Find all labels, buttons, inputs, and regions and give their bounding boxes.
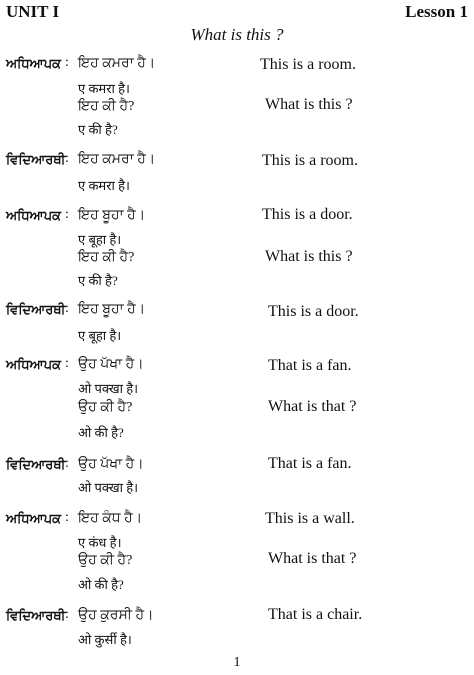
speaker-colon: : — [65, 207, 69, 222]
speaker-label: ਅਧਿਆਪਕ — [6, 511, 61, 526]
english-line: This is a door. — [262, 206, 353, 223]
speaker-label: ਵਿਦਿਆਰਥੀ — [6, 152, 66, 167]
english-line: What is this ? — [265, 248, 353, 265]
english-line: That is a fan. — [268, 357, 352, 374]
devanagari-line: ए कमरा है। — [78, 178, 130, 193]
devanagari-line: ए की है? — [78, 122, 118, 137]
gurmukhi-line: ਇਹ ਕੀ ਹੈ? — [78, 250, 135, 265]
english-line: This is a room. — [262, 152, 358, 169]
gurmukhi-line: ਉਹ ਕੀ ਹੈ? — [78, 400, 133, 415]
gurmukhi-line: ਉਹ ਪੱਖਾ ਹੈ। — [78, 357, 144, 372]
devanagari-line: ओ की है? — [78, 577, 124, 592]
devanagari-line: ए बूहा है। — [78, 328, 122, 343]
devanagari-line: ओ पक्खा है। — [78, 480, 139, 495]
gurmukhi-line: ਉਹ ਕੁਰਸੀ ਹੈ। — [78, 608, 154, 623]
gurmukhi-line: ਉਹ ਕੀ ਹੈ? — [78, 553, 133, 568]
speaker-colon: : — [65, 456, 69, 471]
english-line: This is a door. — [268, 303, 359, 320]
devanagari-line: ए बूहा है। — [78, 232, 122, 247]
english-line: What is this ? — [265, 96, 353, 113]
unit-heading: UNIT I — [6, 2, 60, 21]
speaker-colon: : — [65, 301, 69, 316]
page-number: 1 — [233, 655, 241, 670]
english-line: That is a chair. — [268, 606, 363, 623]
devanagari-line: ए कंध है। — [78, 535, 122, 550]
english-line: What is that ? — [268, 398, 357, 415]
speaker-label: ਅਧਿਆਪਕ — [6, 208, 61, 223]
gurmukhi-line: ਇਹ ਕਮਰਾ ਹੈ। — [78, 152, 156, 167]
english-line: That is a fan. — [268, 455, 352, 472]
speaker-label: ਵਿਦਿਆਰਥੀ — [6, 302, 66, 317]
lesson-heading: Lesson 1 — [405, 2, 468, 21]
speaker-label: ਅਧਿਆਪਕ — [6, 56, 61, 71]
gurmukhi-line: ਇਹ ਕੀ ਹੈ? — [78, 99, 135, 114]
english-line: This is a room. — [260, 56, 356, 73]
devanagari-line: ए कमरा है। — [78, 81, 130, 96]
english-line: This is a wall. — [265, 510, 355, 527]
speaker-colon: : — [65, 356, 69, 371]
gurmukhi-line: ਇਹ ਬੂਹਾ ਹੈ। — [78, 302, 146, 317]
devanagari-line: ओ की है? — [78, 425, 124, 440]
devanagari-line: ओ कुर्सी है। — [78, 632, 132, 647]
speaker-label: ਵਿਦਿਆਰਥੀ — [6, 608, 66, 623]
speaker-label: ਵਿਦਿਆਰਥੀ — [6, 457, 66, 472]
gurmukhi-line: ਇਹ ਬੂਹਾ ਹੈ। — [78, 208, 146, 223]
gurmukhi-line: ਇਹ ਕਮਰਾ ਹੈ। — [78, 56, 156, 71]
devanagari-line: ए की है? — [78, 273, 118, 288]
speaker-label: ਅਧਿਆਪਕ — [6, 357, 61, 372]
speaker-colon: : — [65, 55, 69, 70]
gurmukhi-line: ਇਹ ਕੰਧ ਹੈ। — [78, 511, 143, 526]
english-line: What is that ? — [268, 550, 357, 567]
lesson-subtitle: What is this ? — [190, 25, 284, 44]
devanagari-line: ओ पक्खा है। — [78, 381, 139, 396]
speaker-colon: : — [65, 607, 69, 622]
speaker-colon: : — [65, 151, 69, 166]
gurmukhi-line: ਉਹ ਪੱਖਾ ਹੈ। — [78, 457, 144, 472]
speaker-colon: : — [65, 510, 69, 525]
